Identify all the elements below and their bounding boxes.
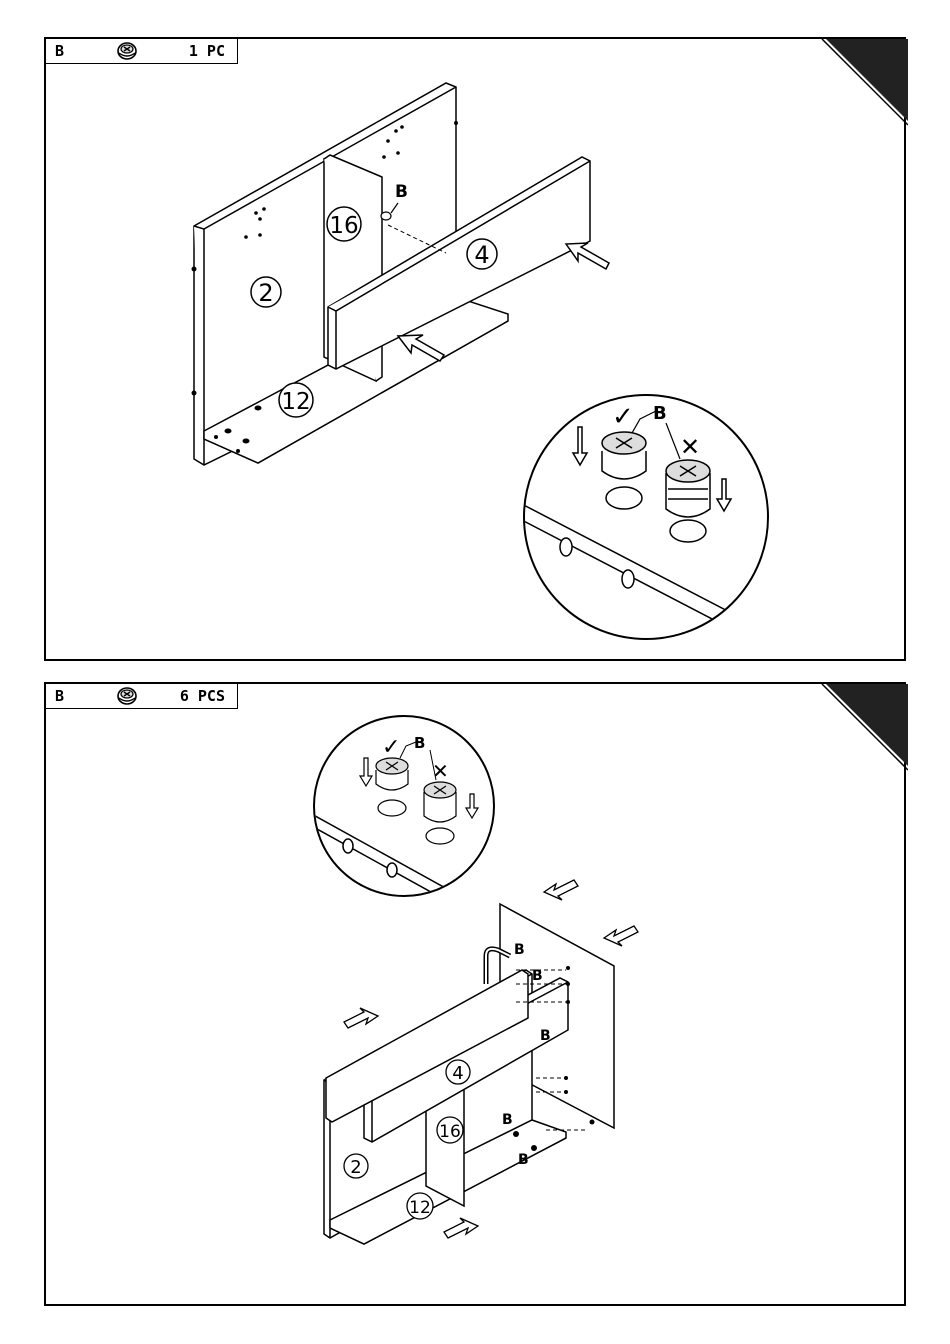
cam-correct [376, 758, 408, 816]
corner-marker-icon [826, 684, 908, 766]
assembly-step-2 [44, 682, 906, 1306]
part-label-2 [251, 277, 281, 307]
detail-label-b: B [414, 734, 426, 752]
part-label-4 [446, 1060, 470, 1084]
step-2-illustration [46, 684, 908, 1308]
cross-icon: ✕ [680, 433, 701, 461]
cam-correct [602, 432, 646, 509]
detail-label-b: B [653, 403, 667, 424]
callout-b: B [395, 182, 408, 202]
hardware-letter: B [55, 42, 65, 60]
check-icon: ✓ [382, 735, 401, 760]
cross-icon: ✕ [432, 759, 449, 783]
corner-marker-icon [826, 39, 908, 121]
part-label-2 [344, 1154, 368, 1178]
callout-b: B [532, 968, 543, 984]
svg-text:16: 16 [439, 1122, 461, 1142]
svg-text:12: 12 [409, 1198, 431, 1218]
svg-text:12: 12 [281, 389, 311, 415]
detail-magnifier [516, 395, 768, 647]
detail-magnifier [308, 716, 496, 928]
hardware-quantity: 1 PC [188, 42, 225, 60]
part-label-12 [279, 383, 313, 417]
svg-text:16: 16 [329, 213, 359, 239]
step-1-illustration [46, 39, 908, 663]
callout-b: B [514, 942, 525, 958]
callout-b: B [502, 1112, 513, 1128]
callout-b: B [518, 1152, 529, 1168]
part-label-16 [327, 207, 361, 241]
hardware-letter: B [55, 687, 65, 705]
svg-text:4: 4 [452, 1063, 464, 1084]
part-label-12 [407, 1193, 433, 1219]
check-icon: ✓ [612, 402, 634, 432]
hardware-quantity: 6 PCS [179, 687, 225, 705]
callout-b: B [540, 1028, 551, 1044]
assembly-step-1 [44, 37, 906, 661]
cam-wrong [666, 460, 710, 542]
part-label-16 [437, 1117, 463, 1143]
cam-wrong [424, 782, 456, 844]
svg-text:2: 2 [350, 1157, 362, 1178]
svg-text:2: 2 [258, 279, 274, 307]
svg-text:4: 4 [474, 241, 490, 269]
part-label-4 [467, 239, 497, 269]
